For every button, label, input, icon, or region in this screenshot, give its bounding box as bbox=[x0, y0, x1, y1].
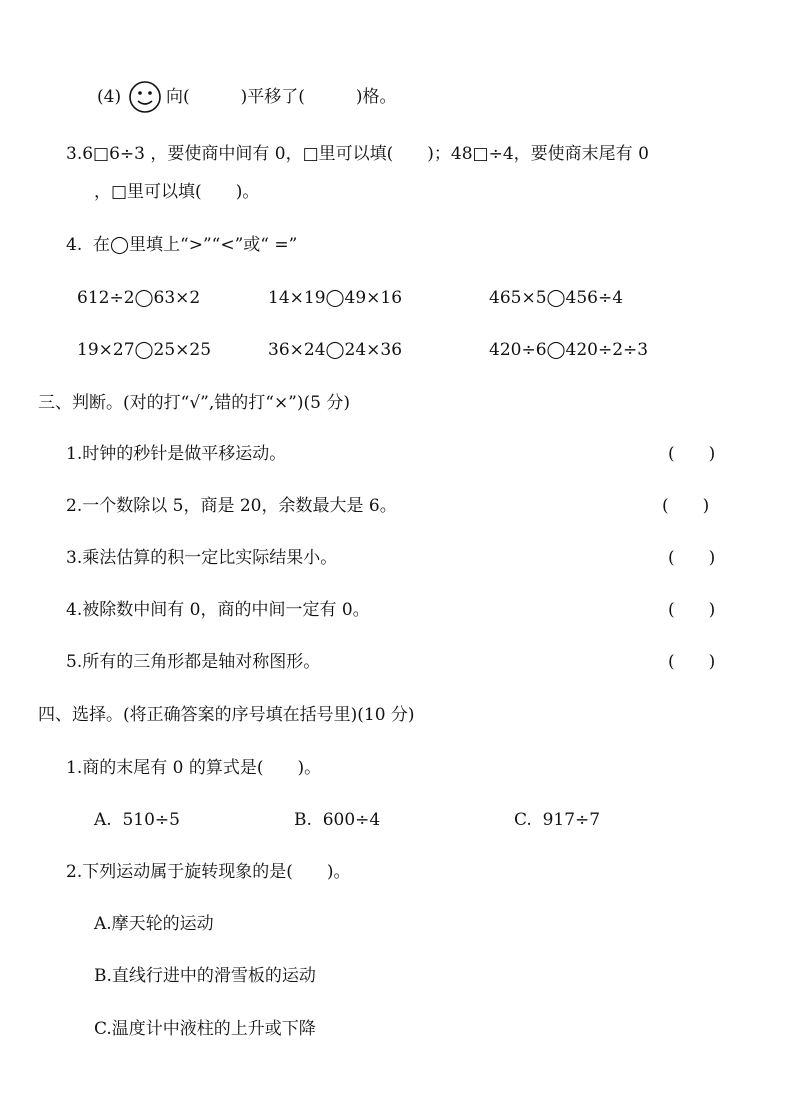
choice-q2: 2.下列运动属于旋转现象的是( )。 bbox=[66, 862, 351, 882]
q2-4-text: 向( )平移了( )格。 bbox=[166, 87, 397, 107]
choice-q1: 1.商的末尾有 0 的算式是( )。 bbox=[66, 758, 322, 778]
q2-4-prefix: (4) bbox=[97, 87, 122, 107]
choice-option-c[interactable]: C.温度计中液柱的上升或下降 bbox=[94, 1019, 316, 1039]
judge-item-3: 3.乘法估算的积一定比实际结果小。 bbox=[66, 548, 338, 568]
choice-option-b[interactable]: B.直线行进中的滑雪板的运动 bbox=[94, 966, 316, 986]
choice-option-a[interactable]: A. 510÷5 bbox=[94, 810, 180, 830]
answer-blank[interactable]: ( ) bbox=[668, 600, 716, 620]
q3-line1: 3.6□6÷3 ，要使商中间有 0，□里可以填( )；48□÷4，要使商末尾有 0 bbox=[66, 144, 649, 164]
answer-blank[interactable]: ( ) bbox=[668, 652, 716, 672]
judge-item-1: 1.时钟的秒针是做平移运动。 bbox=[66, 444, 287, 464]
compare-cell: 14×19◯49×16 bbox=[268, 288, 403, 308]
judge-item-4: 4.被除数中间有 0，商的中间一定有 0。 bbox=[66, 600, 370, 620]
q4-title: 4. 在◯里填上“>”“<”或“ =” bbox=[66, 235, 298, 255]
compare-cell: 36×24◯24×36 bbox=[268, 340, 403, 360]
section3-title: 三、判断。(对的打“√”,错的打“×”)(5 分) bbox=[38, 393, 350, 413]
answer-blank[interactable]: ( ) bbox=[668, 444, 716, 464]
compare-cell: 420÷6◯420÷2÷3 bbox=[489, 340, 649, 360]
compare-cell: 612÷2◯63×2 bbox=[77, 288, 201, 308]
compare-cell: 465×5◯456÷4 bbox=[489, 288, 624, 308]
judge-item-2: 2.一个数除以 5，商是 20，余数最大是 6。 bbox=[66, 496, 397, 516]
answer-blank[interactable]: ( ) bbox=[668, 548, 716, 568]
choice-option-a[interactable]: A.摩天轮的运动 bbox=[94, 914, 214, 934]
q3-line2: ，□里可以填( )。 bbox=[94, 182, 260, 202]
choice-option-b[interactable]: B. 600÷4 bbox=[294, 810, 381, 830]
answer-blank[interactable]: ( ) bbox=[662, 496, 710, 516]
judge-item-5: 5.所有的三角形都是轴对称图形。 bbox=[66, 652, 321, 672]
smiley-face-icon bbox=[128, 80, 158, 110]
choice-option-c[interactable]: C. 917÷7 bbox=[514, 810, 601, 830]
section4-title: 四、选择。(将正确答案的序号填在括号里)(10 分) bbox=[38, 705, 415, 725]
compare-cell: 19×27◯25×25 bbox=[77, 340, 212, 360]
